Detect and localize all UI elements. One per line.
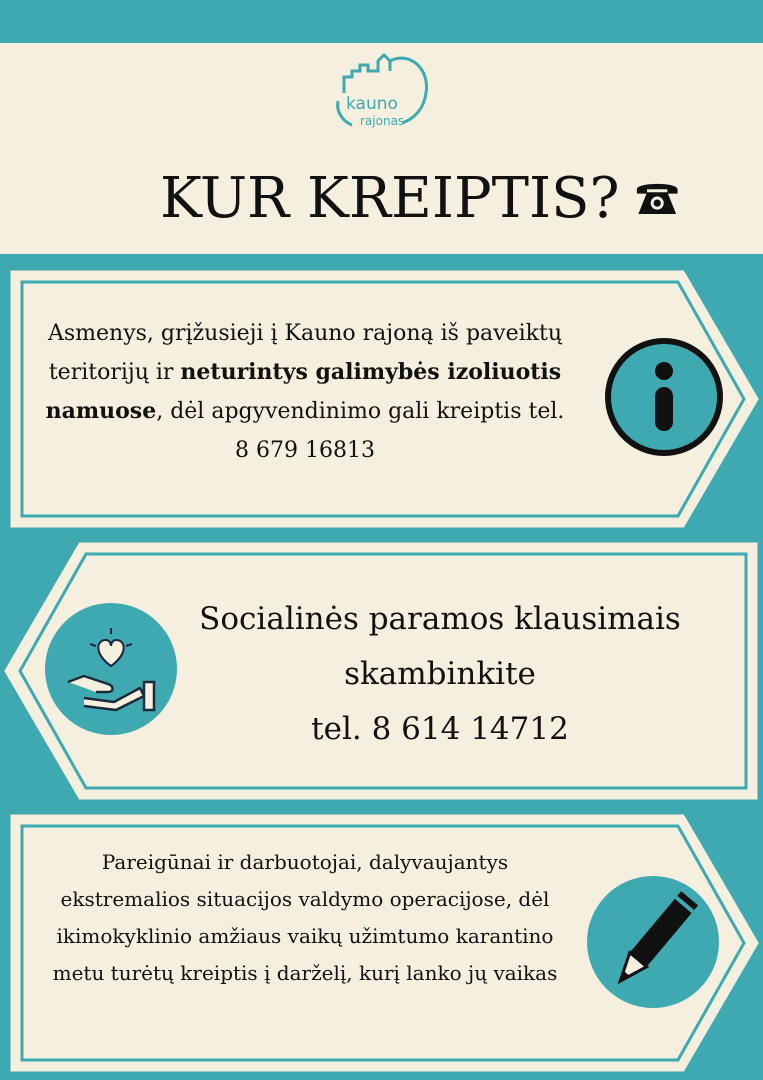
- panel-2-phone: tel. 8 614 14712: [311, 711, 569, 747]
- panel-1-text: [40, 314, 570, 470]
- panel-2-line-1: Socialinės paramos klausimais: [199, 601, 681, 637]
- panel-2-line-2: skambinkite: [344, 656, 536, 692]
- header: [0, 43, 763, 254]
- kauno-rajonas-logo: [330, 49, 430, 133]
- panel-1-text-start: Asmenys, grįžusieji į Kauno rajoną iš paveiktų teritorijų ir: [47, 321, 562, 385]
- panel-isolation-accommodation: [0, 268, 763, 530]
- panel-kindergarten: [0, 812, 763, 1074]
- panel-1-text-bold: neturintys galimybės izoliuotis namuose: [45, 359, 562, 424]
- page-title-row: [160, 153, 680, 243]
- panel-3-text: Pareigūnai ir darbuotojai, dalyvaujantys ekstremalios situacijos valdymo operacijose, dėl ikimokyklinio amžiaus vaikų užimtumo karantino metu turėtų kreiptis į darželį, kurį lanko jų vaikas: [52, 850, 558, 985]
- heart-hand-icon-wrapper: [44, 602, 178, 740]
- svg-text:kauno: kauno: [346, 94, 398, 114]
- svg-text:rajonas: rajonas: [360, 114, 405, 128]
- panel-2-text: [180, 592, 700, 757]
- pencil-icon: [586, 875, 720, 1009]
- info-icon: [604, 337, 724, 457]
- heart-hand-icon: [44, 602, 178, 736]
- panel-1-text-end: , dėl apgyvendinimo gali kreiptis tel. 8 679 16813: [156, 399, 565, 463]
- panel-social-support: [0, 540, 763, 802]
- telephone-icon: [634, 170, 680, 226]
- page-title: KUR KREIPTIS?: [160, 165, 620, 231]
